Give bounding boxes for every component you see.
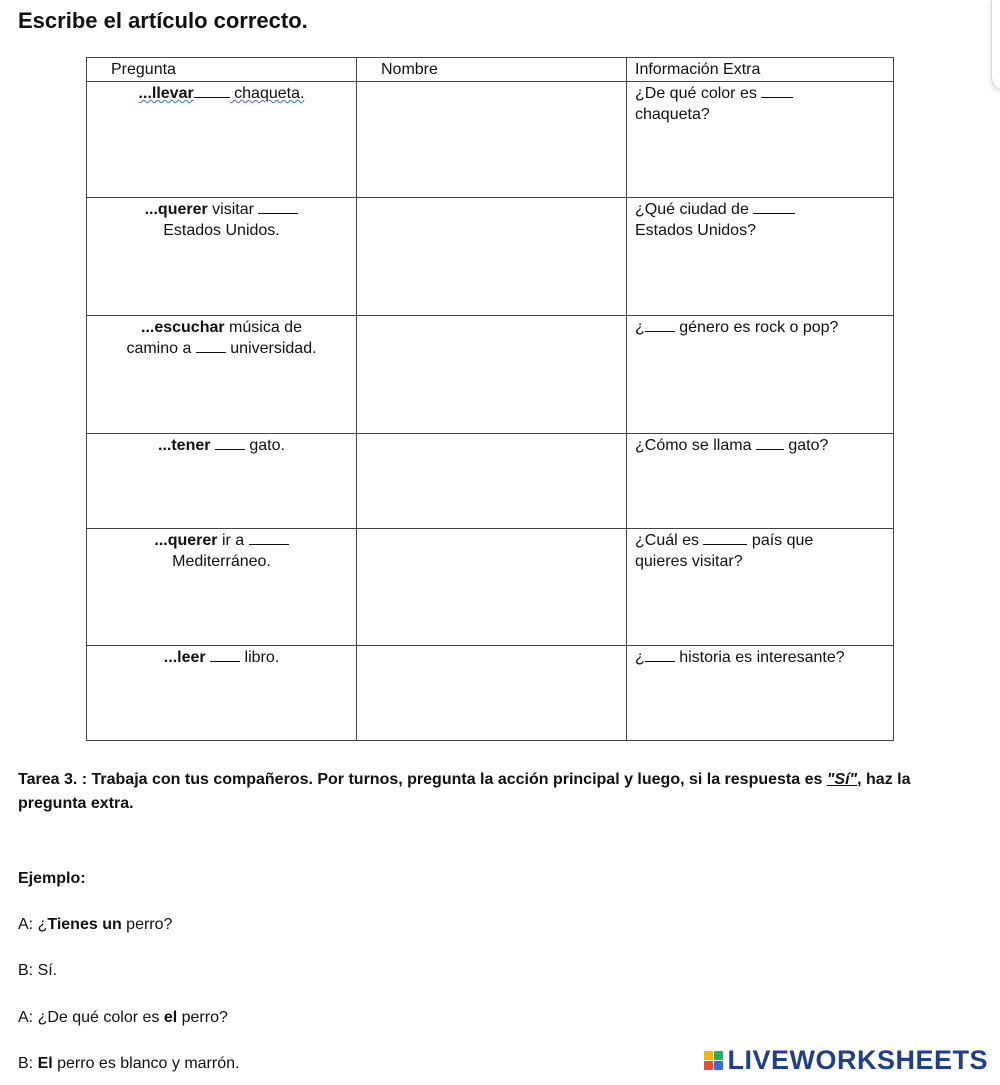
answer-blank[interactable] bbox=[215, 435, 245, 450]
question-text: visitar bbox=[207, 201, 259, 218]
nombre-cell[interactable] bbox=[357, 646, 627, 741]
question-cell bbox=[87, 529, 357, 646]
verb: ...llevar bbox=[138, 85, 194, 102]
answer-blank[interactable] bbox=[645, 317, 675, 332]
example-heading: Ejemplo: bbox=[18, 870, 86, 887]
question-cell bbox=[87, 316, 357, 434]
example-bold: Tienes un bbox=[47, 916, 122, 933]
extra-cell bbox=[627, 316, 894, 434]
nombre-cell[interactable] bbox=[357, 434, 627, 529]
question-text: ir a bbox=[217, 532, 249, 549]
question-cell bbox=[87, 198, 357, 316]
example-speaker: A: ¿ bbox=[18, 916, 48, 933]
question-text-line2: Estados Unidos. bbox=[163, 222, 280, 239]
table-row bbox=[87, 316, 894, 434]
answer-blank[interactable] bbox=[249, 530, 289, 545]
table-row bbox=[87, 198, 894, 316]
liveworksheets-logo[interactable] bbox=[704, 1044, 988, 1076]
page-title: Escribe el artículo correcto. bbox=[18, 8, 308, 33]
answer-blank[interactable] bbox=[703, 530, 747, 545]
extra-text-end: historia es interesante? bbox=[674, 649, 845, 666]
extra-cell bbox=[627, 198, 894, 316]
nombre-cell[interactable] bbox=[357, 82, 627, 198]
nombre-cell[interactable] bbox=[357, 198, 627, 316]
answer-blank[interactable] bbox=[258, 199, 298, 214]
question-cell bbox=[87, 646, 357, 741]
extra-cell bbox=[627, 646, 894, 741]
answer-blank[interactable] bbox=[194, 83, 230, 98]
table-row bbox=[87, 434, 894, 529]
header-pregunta: Pregunta bbox=[87, 58, 357, 82]
example-bold: El bbox=[37, 1055, 53, 1072]
header-informacion-extra: Información Extra bbox=[627, 58, 894, 82]
question-text: música de bbox=[224, 319, 302, 336]
example-speaker: B: bbox=[18, 1055, 38, 1072]
question-text: libro. bbox=[240, 649, 280, 666]
question-text-line2-end: universidad. bbox=[225, 340, 317, 357]
example-rest: perro? bbox=[177, 1009, 228, 1026]
extra-text: ¿De qué color es bbox=[635, 85, 762, 102]
answer-blank[interactable] bbox=[761, 83, 793, 98]
extra-text: ¿Qué ciudad de bbox=[635, 201, 754, 218]
example-line bbox=[18, 1053, 239, 1075]
example-speaker: A: ¿De qué color es bbox=[18, 1009, 164, 1026]
extra-text-end: gato? bbox=[783, 437, 829, 454]
answer-blank[interactable] bbox=[196, 338, 226, 353]
nombre-cell[interactable] bbox=[357, 529, 627, 646]
task-si: "Sí" bbox=[826, 771, 858, 788]
verb: ...leer bbox=[163, 649, 206, 666]
extra-text-line2: chaqueta? bbox=[635, 106, 710, 123]
verb: ...tener bbox=[158, 437, 211, 454]
example-rest: perro? bbox=[121, 916, 173, 933]
question-text: chaqueta. bbox=[229, 85, 305, 102]
extra-text: ¿ bbox=[635, 319, 645, 336]
extra-text-line2: Estados Unidos? bbox=[635, 222, 756, 239]
extra-cell bbox=[627, 82, 894, 198]
task-instructions bbox=[18, 768, 958, 816]
logo-grid-icon bbox=[704, 1051, 723, 1070]
answer-blank[interactable] bbox=[210, 647, 240, 662]
nombre-cell[interactable] bbox=[357, 316, 627, 434]
extra-text-end: país que bbox=[747, 532, 814, 549]
question-text-line2: Mediterráneo. bbox=[172, 553, 271, 570]
side-panel-tab[interactable] bbox=[991, 0, 1000, 91]
extra-cell bbox=[627, 434, 894, 529]
example-line: B: Sí. bbox=[18, 962, 58, 979]
extra-text-line2: quieres visitar? bbox=[635, 553, 743, 570]
worksheet-table bbox=[86, 57, 894, 741]
verb: ...querer bbox=[154, 532, 218, 549]
verb: ...querer bbox=[144, 201, 208, 218]
example-rest: perro es blanco y marrón. bbox=[52, 1055, 240, 1072]
extra-cell bbox=[627, 529, 894, 646]
logo-text: LIVEWORKSHEETS bbox=[727, 1044, 988, 1075]
verb: ...escuchar bbox=[141, 319, 225, 336]
example-bold: el bbox=[163, 1009, 178, 1026]
answer-blank[interactable] bbox=[756, 435, 784, 450]
task-prefix: Tarea 3. : Trabaja con tus compañeros. Por turnos, pregunta la acción principal y luego, si la respuesta es bbox=[18, 771, 827, 788]
extra-text-end: género es rock o pop? bbox=[674, 319, 839, 336]
answer-blank[interactable] bbox=[645, 647, 675, 662]
question-cell bbox=[87, 434, 357, 529]
extra-text: ¿Cómo se llama bbox=[635, 437, 756, 454]
question-cell bbox=[87, 82, 357, 198]
example-line bbox=[18, 1007, 228, 1029]
question-text-line2: camino a bbox=[126, 340, 196, 357]
example-line bbox=[18, 914, 172, 936]
table-row bbox=[87, 646, 894, 741]
extra-text: ¿ bbox=[635, 649, 645, 666]
question-text: gato. bbox=[244, 437, 285, 454]
answer-blank[interactable] bbox=[753, 199, 795, 214]
header-nombre: Nombre bbox=[357, 58, 627, 82]
table-row bbox=[87, 82, 894, 198]
extra-text: ¿Cuál es bbox=[635, 532, 704, 549]
table-row bbox=[87, 529, 894, 646]
task-suffix: , haz la pregunta extra. bbox=[18, 771, 911, 812]
